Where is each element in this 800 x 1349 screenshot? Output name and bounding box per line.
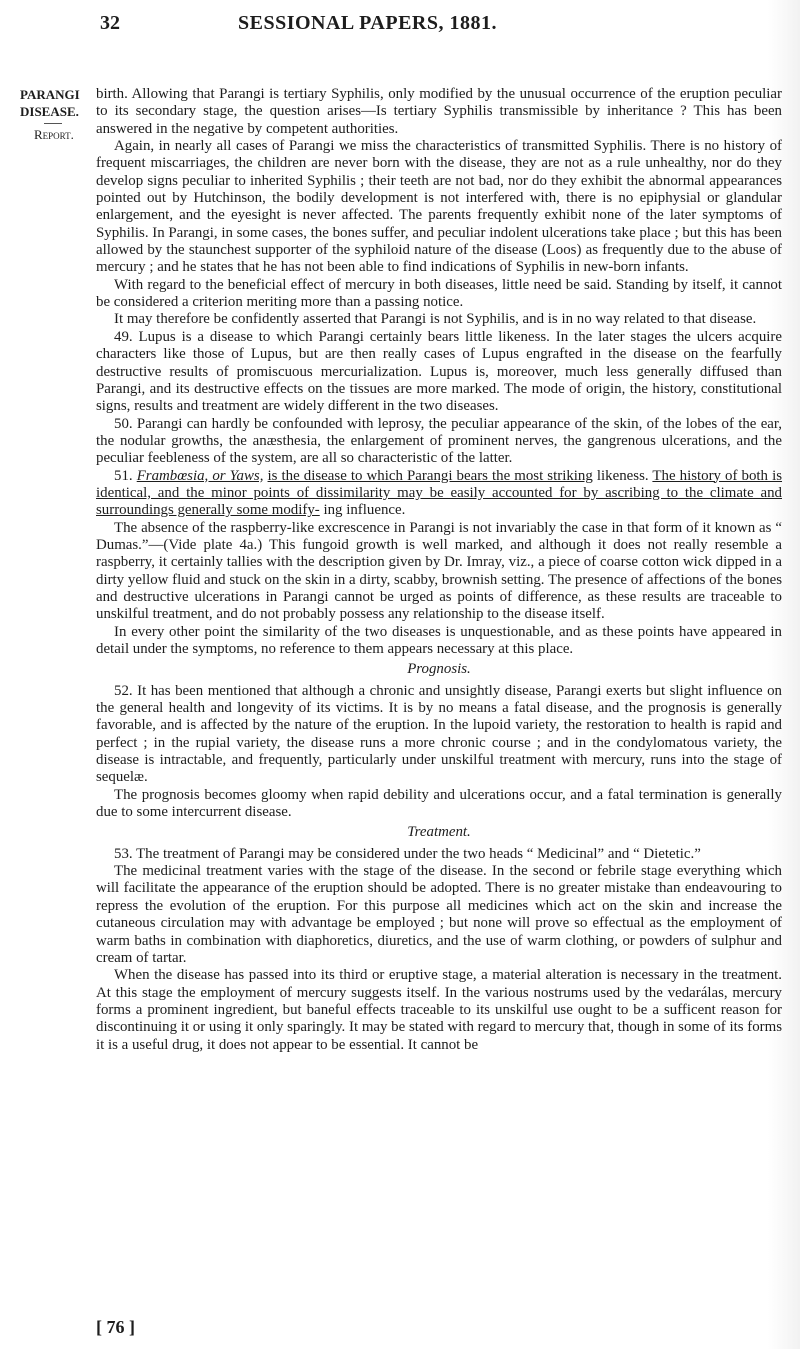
body-text xyxy=(96,86,782,1054)
margin-note-subtopic: DISEASE. xyxy=(20,104,79,119)
paragraph: With regard to the beneficial effect of mercury in both diseases, little need be said. Standing by itself, it cannot be considered a criterion meriting more than a passing notice. xyxy=(96,276,782,311)
paragraph-section-53: 53. The treatment of Parangi may be considered under the two heads “ Medicinal” and “ Dietetic.” xyxy=(114,845,701,862)
paragraph: When the disease has passed into its third or eruptive stage, a material alteration is necessary in the treatment. At this stage the employment of mercury suggests itself. In the various nostrums used by the vedarálas, mercury forms a prominent ingredient, but baneful effects traceable to its unskilful use ought to be a sufficent reason for discontinuing it or using it only sparingly. It may be stated with regard to mercury that, though in some of its forms it is a useful drug, it does not appear to be essential. It cannot be xyxy=(96,967,782,1053)
footer-plate-code: [ 76 ] xyxy=(96,1317,135,1337)
paragraph-section-51 xyxy=(96,468,782,520)
paragraph: birth. Allowing that Parangi is tertiary Syphilis, only modified by the unusual occurrence of the eruption peculiar to its secondary stage, the question arises—Is tertiary Syphilis transmissible by inheritance ? This has been answered in the negative by competent authorities. xyxy=(96,86,782,137)
paragraph-section-49: 49. Lupus is a disease to which Parangi certainly bears little likeness. In the later stages the ulcers acquire characters like those of Lupus, but are then really cases of Lupus engrafted in the disease on the fearfully destructive results of promiscuous mercurialization. Lupus is, moreover, much less generally diffused than Parangi, and its destructive effects on the tissues are more marked. The mode of origin, the history, constitutional signs, results and treatment are widely different in the two diseases. xyxy=(96,328,782,415)
margin-note-rule xyxy=(44,123,62,124)
margin-note-topic: PARANGI xyxy=(20,87,80,102)
paragraph: It may therefore be confidently asserted that Parangi is not Syphilis, and is in no way related to that disease. xyxy=(114,311,757,328)
frambesia-term: Frambœsia, or Yaws, xyxy=(136,467,264,484)
paragraph: In every other point the similarity of the two diseases is unquestionable, and as these points have appeared in detail under the symptoms, no reference to them appears necessary at this place. xyxy=(96,623,782,657)
running-title: SESSIONAL PAPERS, 1881. xyxy=(238,12,497,34)
underlined-text: The history of both is identical, and the minor points of dissimilarity may be easily accounted for by ascribing to the climate and surroundings generally some modify- xyxy=(96,467,783,519)
plain-text: ing influence. xyxy=(323,502,406,519)
paragraph: The medicinal treatment varies with the stage of the disease. In the second or febrile stage everything which will facilitate the appearance of the eruption should be adopted. There is no greater mistake than endeavouring to repress the evolution of the eruption. For this purpose all medicines which act on the skin and increase the cutaneous circulation may with advantage be employed ; but none will prove so effectual as the employment of warm baths in combination with diaphoretics, diuretics, and the use of warm clothing, or powders of sulphur and cream of tartar. xyxy=(96,863,782,966)
paragraph-section-50: 50. Parangi can hardly be confounded with leprosy, the peculiar appearance of the skin, of the lobes of the ear, the nodular growths, the anæsthesia, the enlargement of prominent nerves, the gangrenous ulcerations, and the peculiar feebleness of the system, are all so characteristic of the latter. xyxy=(96,415,782,467)
section-heading-prognosis: Prognosis. xyxy=(407,661,471,678)
plain-text: likeness. xyxy=(596,467,649,484)
underlined-text: is the disease to which Parangi bears the most striking xyxy=(267,467,593,484)
section-heading-treatment: Treatment. xyxy=(407,824,471,841)
page-number: 32 xyxy=(100,12,120,34)
margin-note-report: Report. xyxy=(34,127,74,142)
paragraph: The prognosis becomes gloomy when rapid debility and ulcerations occur, and a fatal termination is generally due to some intercurrent disease. xyxy=(96,786,782,821)
margin-note xyxy=(20,86,88,143)
section-number: 51. xyxy=(114,467,133,484)
paragraph-section-52: 52. It has been mentioned that although a chronic and unsightly disease, Parangi exerts but slight influence on the general health and longevity of its victims. It is by no means a fatal disease, and the prognosis is generally favorable, and is affected by the nature of the eruption. In the lupoid variety, the restoration to health is rapid and perfect ; in the rupial variety, the disease runs a more chronic course ; and in the condylomatous variety, the disease is intractable, and frequently, particularly under unskilful treatment with mercury, runs into the stage of sequelæ. xyxy=(96,682,782,786)
paragraph: Again, in nearly all cases of Parangi we miss the characteristics of transmitted Syphilis. There is no history of frequent miscarriages, the children are never born with the disease, they are not as a rule unhealthy, nor do they develop signs peculiar to inherited Syphilis ; their teeth are not bad, nor do they exhibit the abnormal appearances pointed out by Hutchinson, the bodily development is not interfered with, there is no epiphysial or glandular enlargement, and the eyesight is never affected. The parents frequently exhibit none of the later symptoms of Syphilis. In Parangi, in some cases, the bones suffer, and peculiar indolent ulcerations take place ; but this has been allowed by the staunchest supporter of the syphiloid nature of the disease (Loos) as frequently due to the abuse of mercury ; and he states that he has not been able to find indications of Syphilis in new-born infants. xyxy=(96,138,782,276)
paragraph: The absence of the raspberry-like excrescence in Parangi is not invariably the case in that form of it known as “ Dumas.”—(Vide plate 4a.) This fungoid growth is well marked, and although it does not really resemble a raspberry, it certainly tallies with the description given by Dr. Imray, viz., a piece of coarse cotton wick dipped in a dirty yellow fluid and stuck on the skin in a dirty, scabby, brownish setting. The presence of affections of the bones and destructive ulcerations in Parangi cannot be urged as points of difference, as these results are traceable to unskilful treatment, and do not probably possess any relationship to the disease itself. xyxy=(96,519,782,623)
